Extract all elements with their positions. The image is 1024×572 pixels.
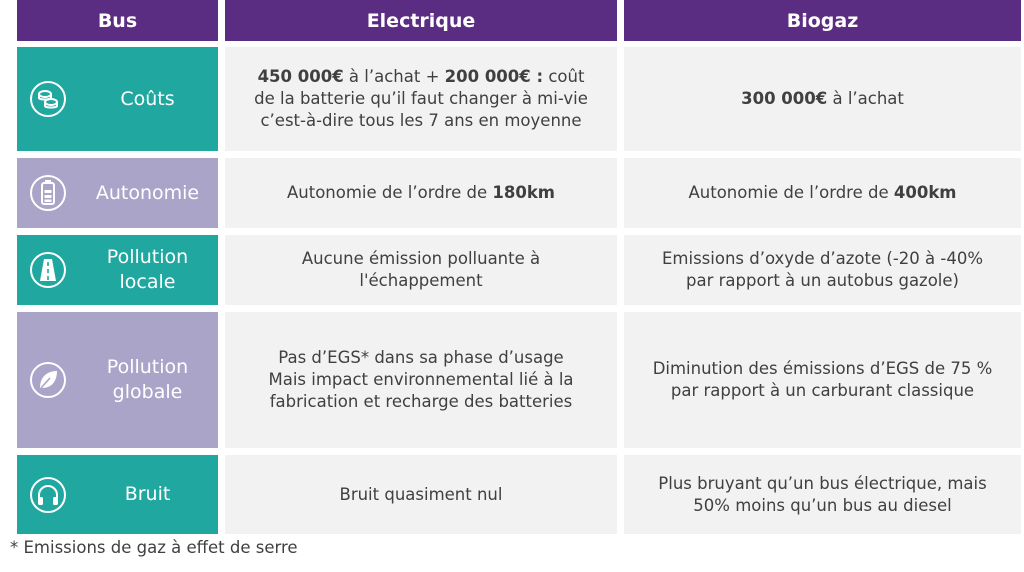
cell-pollution-locale-biogaz: Emissions d’oxyde d’azote (-20 à -40% par rapport à un autobus gazole) bbox=[624, 235, 1021, 305]
coins-icon bbox=[28, 79, 68, 119]
cell-autonomie-electrique: Autonomie de l’ordre de 180km bbox=[225, 158, 617, 228]
row-label-bruit bbox=[17, 455, 218, 534]
cell-pollution-globale-biogaz: Diminution des émissions d’EGS de 75 % par rapport à un carburant classique bbox=[624, 312, 1021, 448]
row-label-text: Bruit bbox=[124, 483, 171, 505]
header-biogaz-label: Biogaz bbox=[786, 9, 859, 32]
header-bus-label: Bus bbox=[97, 9, 138, 32]
header-biogaz bbox=[624, 0, 1021, 41]
cell-couts-electrique: 450 000€ à l’achat + 200 000€ : coût de la batterie qu’il faut changer à mi-vie c’est-à-dire tous les 7 ans en moyenne bbox=[225, 47, 617, 151]
headphones-icon bbox=[28, 475, 68, 515]
cell-couts-biogaz: 300 000€ à l’achat bbox=[624, 47, 1021, 151]
cell-bruit-electrique: Bruit quasiment nul bbox=[225, 455, 617, 534]
cell-pollution-globale-electrique: Pas d’EGS* dans sa phase d’usage Mais impact environnemental lié à la fabrication et recharge des batteries bbox=[225, 312, 617, 448]
leaf-icon bbox=[28, 360, 68, 400]
road-icon bbox=[28, 250, 68, 290]
row-label-autonomie bbox=[17, 158, 218, 228]
battery-icon bbox=[28, 173, 68, 213]
row-label-text: Pollution globale bbox=[106, 356, 189, 403]
row-label-text: Autonomie bbox=[95, 181, 200, 204]
row-label-couts bbox=[17, 47, 218, 151]
row-label-pollution-locale bbox=[17, 235, 218, 305]
header-bus bbox=[17, 0, 218, 41]
row-label-pollution-globale bbox=[17, 312, 218, 448]
cell-bruit-biogaz: Plus bruyant qu’un bus électrique, mais 50% moins qu’un bus au diesel bbox=[624, 455, 1021, 534]
row-label-text: Coûts bbox=[120, 87, 175, 110]
header-electrique bbox=[225, 0, 617, 41]
row-label-text: Pollution locale bbox=[106, 246, 189, 293]
cell-autonomie-biogaz: Autonomie de l’ordre de 400km bbox=[624, 158, 1021, 228]
header-electrique-label: Electrique bbox=[366, 9, 476, 32]
cell-pollution-locale-electrique: Aucune émission polluante à l'échappement bbox=[225, 235, 617, 305]
footnote: * Emissions de gaz à effet de serre bbox=[10, 538, 298, 557]
